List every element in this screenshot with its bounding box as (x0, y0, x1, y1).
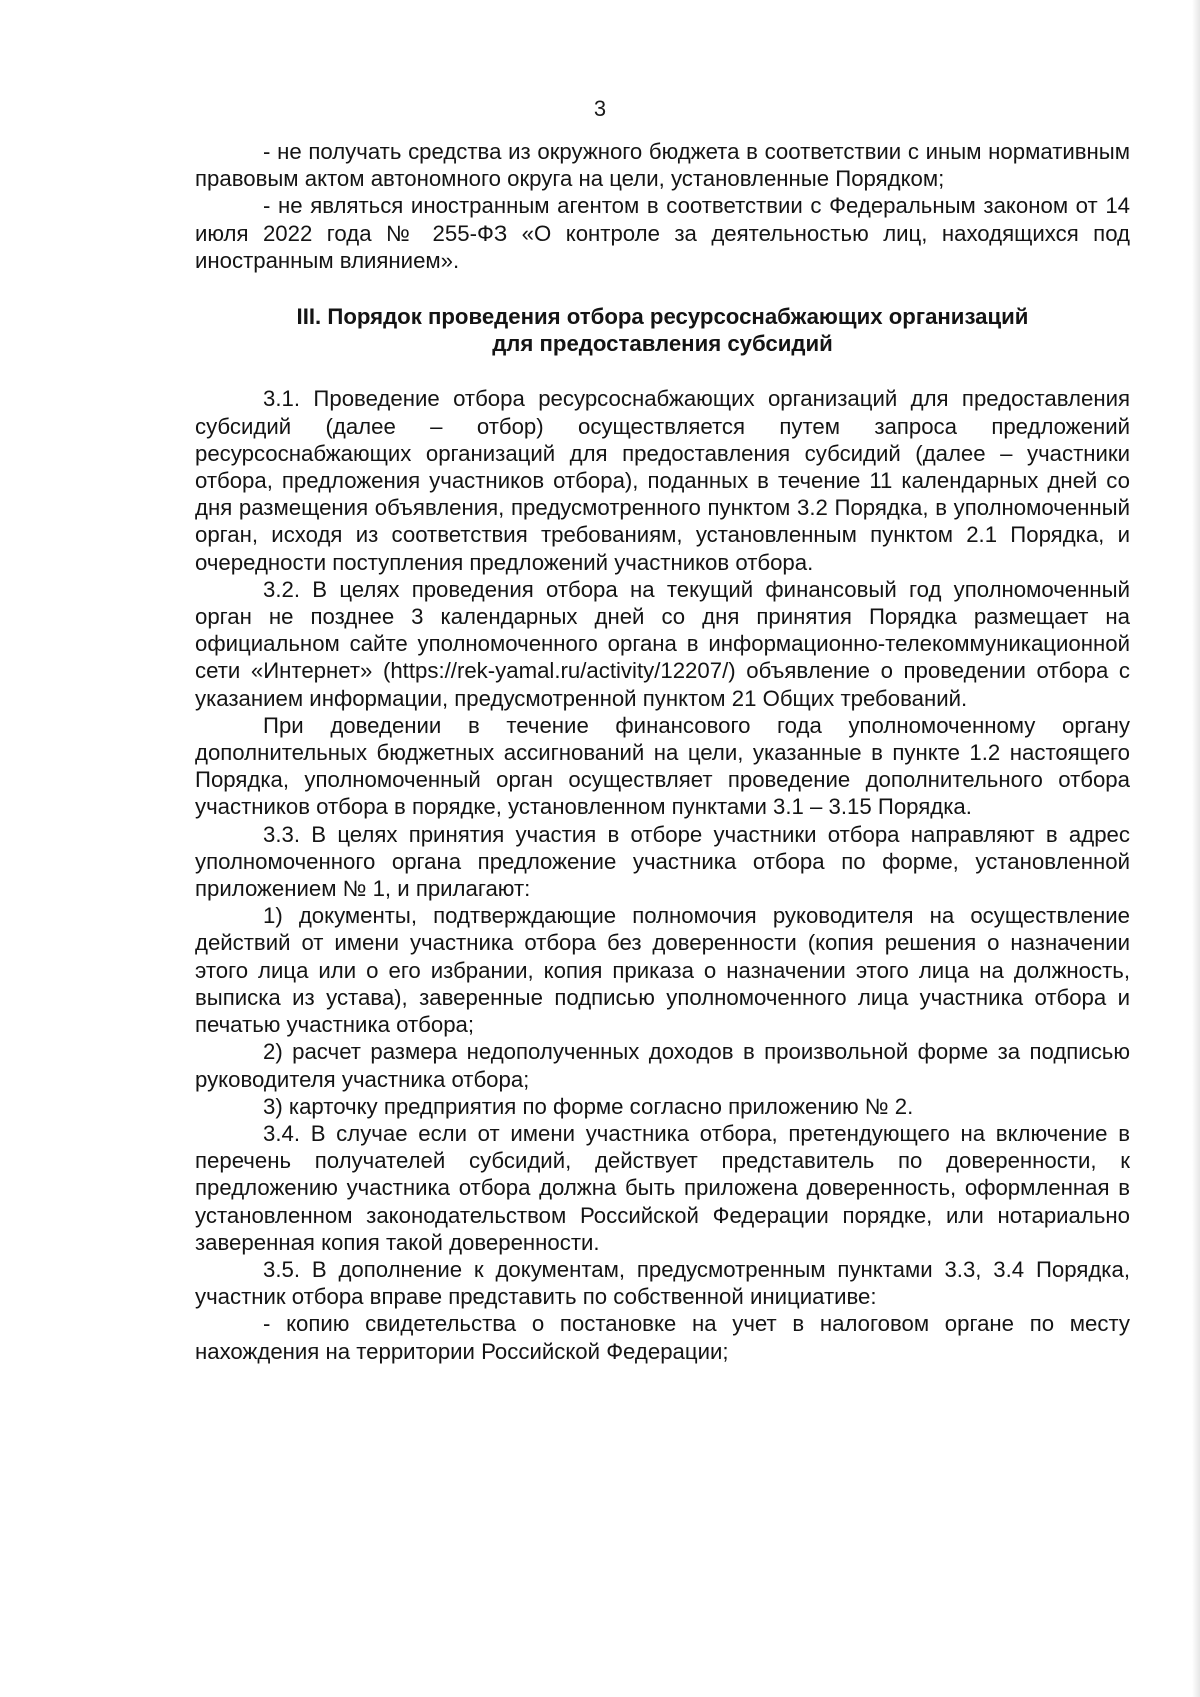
paragraph-bullet-1: - не получать средства из окружного бюджета в соответствии с иным нормативным правовым актом автономного округа на цели, установленные Порядком; (195, 139, 1130, 192)
document-body (195, 138, 1130, 1365)
paragraph-bullet-2: - не являться иностранным агентом в соответствии с Федеральным законом от 14 июля 2022 года № 255-ФЗ «О контроле за деятельностью лиц, находящихся под иностранным влиянием». (195, 193, 1130, 273)
paragraph-3-2: 3.2. В целях проведения отбора на текущий финансовый год уполномоченный орган не позднее 3 календарных дней со дня принятия Порядка размещает на официальном сайте уполномоченного органа в информационно-телекоммуникационной сети «Интернет» (https://rek-yamal.ru/activity/12207/) объявление о проведении отбора с указанием информации, предусмотренной пунктом 21 Общих требований. (195, 576, 1130, 711)
paragraph-3-4: 3.4. В случае если от имени участника отбора, претендующего на включение в перечень получателей субсидий, действует представитель по доверенности, к предложению участника отбора должна быть приложена доверенность, оформленная в установленном законодательством Российской Федерации порядке, или нотариально заверенная копия такой доверенности. (195, 1120, 1130, 1255)
paragraph-3-3-item-3: 3) карточку предприятия по форме согласно приложению № 2. (263, 1093, 914, 1119)
paragraph-3-3-item-1: 1) документы, подтверждающие полномочия руководителя на осуществление действий от имени участника отбора без доверенности (копия решения о назначении этого лица или о его избрании, копия приказа о назначении этого лица на должность, выписка из устава), заверенные подписью уполномоченного лица участника отбора и печатью участника отбора; (195, 903, 1130, 1038)
page-edge-shadow (1192, 0, 1200, 1697)
paragraph-3-3: 3.3. В целях принятия участия в отборе участники отбора направляют в адрес уполномоченного органа предложение участника отбора по форме, установленной приложением № 1, и прилагают: (195, 821, 1130, 902)
paragraph-3-2-additional: При доведении в течение финансового года уполномоченному органу дополнительных бюджетных ассигнований на цели, указанные в пункте 1.2 настоящего Порядка, уполномоченный орган осуществляет проведение дополнительного отбора участников отбора в порядке, установленном пунктами 3.1 – 3.15 Порядка. (195, 712, 1130, 820)
paragraph-3-1: 3.1. Проведение отбора ресурсоснабжающих организаций для предоставления субсидий (далее – отбор) осуществляется путем запроса предложений ресурсоснабжающих организаций для предоставления субсидий (далее – участники отбора, предложения участников отбора), поданных в течение 11 календарных дней со дня размещения объявления, предусмотренного пунктом 3.2 Порядка, в уполномоченный орган, исходя из соответствия требованиям, установленным пунктом 2.1 Порядка, и очередности поступления предложений участников отбора. (195, 386, 1130, 575)
paragraph-3-5: 3.5. В дополнение к документам, предусмотренным пунктами 3.3, 3.4 Порядка, участник отбора вправе представить по собственной инициативе: (195, 1256, 1130, 1310)
page-number: 3 (593, 96, 607, 121)
section-title-line-2: для предоставления субсидий (492, 331, 833, 357)
paragraph-3-5-bullet-1: - копию свидетельства о постановке на учет в налоговом органе по месту нахождения на территории Российской Федерации; (195, 1311, 1130, 1364)
section-title (195, 303, 1130, 357)
paragraph-3-3-item-2: 2) расчет размера недополученных доходов в произвольной форме за подписью руководителя участника отбора; (195, 1039, 1130, 1092)
section-title-line-1: III. Порядок проведения отбора ресурсоснабжающих организаций (296, 304, 1029, 330)
